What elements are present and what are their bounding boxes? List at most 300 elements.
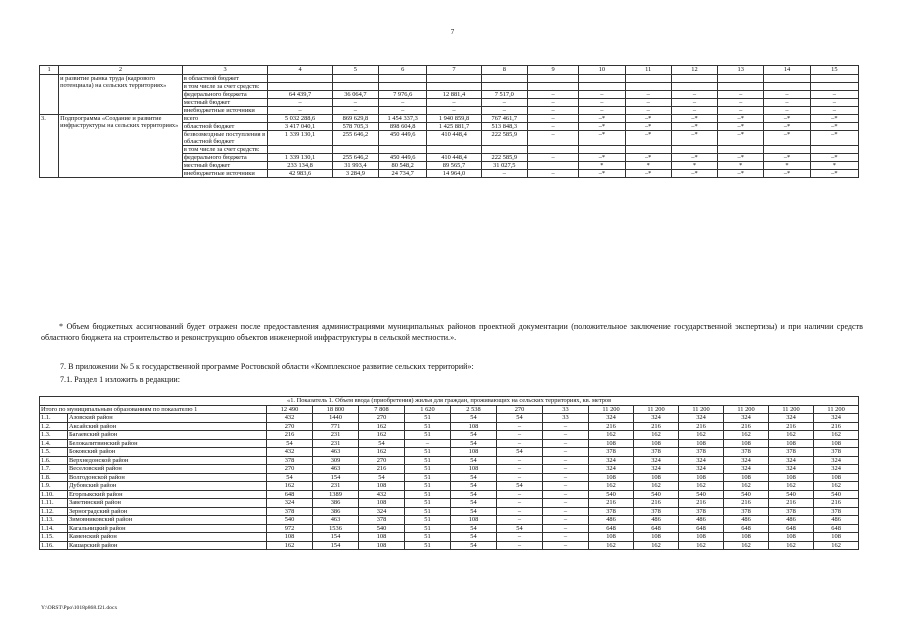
amount-cell bbox=[332, 146, 378, 154]
indicator-value: 154 bbox=[313, 473, 359, 482]
amount-cell: 7 517,0 bbox=[481, 91, 527, 99]
indicator-value: 216 bbox=[634, 499, 679, 508]
district-name: Азовский район bbox=[68, 414, 267, 423]
district-name: Заветинский район bbox=[68, 499, 267, 508]
district-name: Зимовниковский район bbox=[68, 516, 267, 525]
district-row bbox=[40, 507, 859, 516]
amount-cell: 767 461,7 bbox=[481, 115, 527, 123]
indicator-value: 463 bbox=[313, 465, 359, 474]
indicator-value: 108 bbox=[451, 516, 497, 525]
row-number: 1.13. bbox=[40, 516, 68, 525]
indicator-value: 378 bbox=[769, 507, 814, 516]
indicator-value: 108 bbox=[267, 533, 313, 542]
column-header: 7 bbox=[427, 66, 481, 75]
district-name: Дубовский район bbox=[68, 482, 267, 491]
amount-cell bbox=[810, 83, 858, 91]
row-number: 1.15. bbox=[40, 533, 68, 542]
amount-cell: – bbox=[718, 91, 764, 99]
district-row bbox=[40, 465, 859, 474]
column-header: 4 bbox=[268, 66, 332, 75]
indicator-value: 108 bbox=[451, 465, 497, 474]
row-number: 1.8. bbox=[40, 473, 68, 482]
amount-cell: –* bbox=[579, 131, 625, 146]
indicator-value: 54 bbox=[267, 473, 313, 482]
amount-cell: – bbox=[481, 170, 527, 178]
total-value: 11 200 bbox=[679, 406, 724, 414]
indicator-value: 540 bbox=[634, 490, 679, 499]
amount-cell: 513 848,3 bbox=[481, 123, 527, 131]
indicator-value: 162 bbox=[769, 541, 814, 550]
indicator-value: – bbox=[543, 524, 589, 533]
indicator-value: 108 bbox=[359, 499, 405, 508]
district-name: Веселовский район bbox=[68, 465, 267, 474]
amount-cell: 31 993,4 bbox=[332, 162, 378, 170]
indicator-value: 108 bbox=[679, 439, 724, 448]
indicator-value: 54 bbox=[451, 431, 497, 440]
amount-cell: –* bbox=[671, 170, 717, 178]
amount-cell bbox=[332, 83, 378, 91]
amount-cell: 222 585,9 bbox=[481, 131, 527, 146]
total-row bbox=[40, 406, 859, 414]
amount-cell: 5 032 288,6 bbox=[268, 115, 332, 123]
indicator-value: 108 bbox=[724, 439, 769, 448]
amount-cell bbox=[625, 75, 671, 83]
indicator-value: 162 bbox=[589, 482, 634, 491]
indicator-value: 540 bbox=[267, 516, 313, 525]
indicator-value: 54 bbox=[359, 473, 405, 482]
amount-cell bbox=[718, 83, 764, 91]
amount-cell bbox=[527, 146, 578, 154]
indicator-value: 108 bbox=[814, 473, 859, 482]
indicator-value: 51 bbox=[405, 482, 451, 491]
amount-cell bbox=[332, 75, 378, 83]
amount-cell: –* bbox=[810, 115, 858, 123]
amount-cell: 898 604,8 bbox=[379, 123, 427, 131]
indicator-value: 324 bbox=[359, 507, 405, 516]
row-number: 1.3. bbox=[40, 431, 68, 440]
indicator-value: 324 bbox=[634, 414, 679, 423]
indicator-value: 486 bbox=[724, 516, 769, 525]
indicator-value: 54 bbox=[451, 439, 497, 448]
indicator-value: 51 bbox=[405, 541, 451, 550]
amount-cell: –* bbox=[718, 131, 764, 146]
indicator-value: – bbox=[497, 541, 543, 550]
indicator-value: 432 bbox=[267, 448, 313, 457]
total-value: 1 620 bbox=[405, 406, 451, 414]
amount-cell: – bbox=[671, 107, 717, 115]
indicator-value: 54 bbox=[451, 533, 497, 542]
housing-indicator-table bbox=[39, 396, 859, 550]
amount-cell: – bbox=[268, 99, 332, 107]
indicator-value: – bbox=[543, 516, 589, 525]
amount-cell bbox=[427, 146, 481, 154]
amount-cell: 255 646,2 bbox=[332, 131, 378, 146]
amount-cell: – bbox=[718, 99, 764, 107]
district-row bbox=[40, 516, 859, 525]
district-name: Зерноградский район bbox=[68, 507, 267, 516]
amount-cell: –* bbox=[671, 131, 717, 146]
district-name: Егорлыкский район bbox=[68, 490, 267, 499]
indicator-value: – bbox=[543, 533, 589, 542]
total-value: 2 538 bbox=[451, 406, 497, 414]
indicator-value: 54 bbox=[451, 456, 497, 465]
amount-cell: – bbox=[527, 107, 578, 115]
indicator-value: 324 bbox=[769, 456, 814, 465]
indicator-value: – bbox=[543, 482, 589, 491]
indicator-value: – bbox=[543, 490, 589, 499]
indicator-value: 108 bbox=[679, 533, 724, 542]
district-row bbox=[40, 456, 859, 465]
amount-cell bbox=[427, 83, 481, 91]
total-value: 11 200 bbox=[589, 406, 634, 414]
amount-cell: – bbox=[764, 107, 810, 115]
indicator-value: 324 bbox=[679, 456, 724, 465]
amount-cell: * bbox=[718, 162, 764, 170]
indicator-value: 386 bbox=[313, 499, 359, 508]
amount-cell: 255 646,2 bbox=[332, 154, 378, 162]
amount-cell: – bbox=[527, 99, 578, 107]
amount-cell bbox=[527, 162, 578, 170]
indicator-value: 216 bbox=[634, 422, 679, 431]
amount-cell: 12 881,4 bbox=[427, 91, 481, 99]
indicator-value: 51 bbox=[405, 473, 451, 482]
district-row bbox=[40, 431, 859, 440]
indicator-value: 378 bbox=[267, 456, 313, 465]
indicator-value: 51 bbox=[405, 414, 451, 423]
district-row bbox=[40, 422, 859, 431]
indicator-value: 270 bbox=[267, 465, 313, 474]
amount-cell: – bbox=[527, 131, 578, 146]
indicator-value: 108 bbox=[451, 422, 497, 431]
table-caption: «1. Показатель 1. Объем ввода (приобретения) жилья для граждан, проживающих на сельских территориях, кв. метров bbox=[40, 397, 859, 406]
district-row bbox=[40, 439, 859, 448]
amount-cell: 3 284,9 bbox=[332, 170, 378, 178]
indicator-value: 162 bbox=[634, 482, 679, 491]
indicator-value: 216 bbox=[814, 499, 859, 508]
indicator-value: 1536 bbox=[313, 524, 359, 533]
indicator-value: – bbox=[543, 422, 589, 431]
amount-cell: 450 449,6 bbox=[379, 154, 427, 162]
row-number: 1.5. bbox=[40, 448, 68, 457]
indicator-value: 108 bbox=[724, 473, 769, 482]
funding-source: в том числе за счет средств: bbox=[182, 146, 268, 154]
indicator-value: 54 bbox=[451, 482, 497, 491]
amount-cell: 578 705,3 bbox=[332, 123, 378, 131]
indicator-value: 108 bbox=[451, 448, 497, 457]
column-header: 3 bbox=[182, 66, 268, 75]
indicator-value: – bbox=[543, 465, 589, 474]
indicator-value: 324 bbox=[814, 465, 859, 474]
district-row bbox=[40, 499, 859, 508]
indicator-value: 108 bbox=[634, 439, 679, 448]
row-number: 1.11. bbox=[40, 499, 68, 508]
indicator-value: 378 bbox=[359, 516, 405, 525]
amount-cell bbox=[481, 75, 527, 83]
indicator-value: 540 bbox=[769, 490, 814, 499]
amount-cell: 64 439,7 bbox=[268, 91, 332, 99]
column-header: 12 bbox=[671, 66, 717, 75]
funding-source: внебюджетные источники bbox=[182, 107, 268, 115]
indicator-value: 540 bbox=[814, 490, 859, 499]
indicator-value: 1440 bbox=[313, 414, 359, 423]
row-number bbox=[40, 75, 59, 115]
amount-cell: – bbox=[625, 99, 671, 107]
amount-cell bbox=[481, 146, 527, 154]
amount-cell: – bbox=[527, 123, 578, 131]
program-name: Подпрограмма «Создание и развитие инфраструктуры на сельских территориях» bbox=[59, 115, 183, 178]
indicator-value: 378 bbox=[814, 448, 859, 457]
district-name: Каменский район bbox=[68, 533, 267, 542]
amount-cell: 36 064,7 bbox=[332, 91, 378, 99]
indicator-value: 324 bbox=[769, 414, 814, 423]
amount-cell: 3 417 040,1 bbox=[268, 123, 332, 131]
amount-cell: –* bbox=[718, 115, 764, 123]
indicator-value: 51 bbox=[405, 431, 451, 440]
indicator-value: 51 bbox=[405, 524, 451, 533]
amount-cell: 233 134,8 bbox=[268, 162, 332, 170]
amount-cell: –* bbox=[718, 154, 764, 162]
indicator-value: – bbox=[543, 473, 589, 482]
indicator-value: 51 bbox=[405, 507, 451, 516]
indicator-value: 108 bbox=[769, 533, 814, 542]
indicator-value: 231 bbox=[313, 439, 359, 448]
amount-cell: 80 548,2 bbox=[379, 162, 427, 170]
column-header: 10 bbox=[579, 66, 625, 75]
row-number: 1.2. bbox=[40, 422, 68, 431]
amount-cell: 24 734,7 bbox=[379, 170, 427, 178]
amount-cell: –* bbox=[764, 123, 810, 131]
indicator-value: 771 bbox=[313, 422, 359, 431]
indicator-value: 162 bbox=[589, 431, 634, 440]
indicator-value: 162 bbox=[724, 482, 769, 491]
indicator-value: 51 bbox=[405, 499, 451, 508]
indicator-value: 162 bbox=[359, 431, 405, 440]
indicator-value: 309 bbox=[313, 456, 359, 465]
indicator-value: 54 bbox=[451, 490, 497, 499]
indicator-value: 378 bbox=[589, 507, 634, 516]
indicator-value: 51 bbox=[405, 516, 451, 525]
amount-cell bbox=[379, 146, 427, 154]
amount-cell: 7 976,6 bbox=[379, 91, 427, 99]
indicator-value: 162 bbox=[814, 541, 859, 550]
amount-cell: * bbox=[764, 162, 810, 170]
district-row bbox=[40, 482, 859, 491]
indicator-value: 108 bbox=[589, 439, 634, 448]
amount-cell: –* bbox=[671, 123, 717, 131]
amount-cell: * bbox=[579, 162, 625, 170]
budget-table bbox=[39, 65, 859, 178]
indicator-value: 378 bbox=[589, 448, 634, 457]
indicator-value: 432 bbox=[359, 490, 405, 499]
amount-cell: –* bbox=[764, 131, 810, 146]
indicator-value: 1389 bbox=[313, 490, 359, 499]
indicator-value: 54 bbox=[497, 448, 543, 457]
amount-cell: 1 339 130,1 bbox=[268, 131, 332, 146]
indicator-value: – bbox=[543, 431, 589, 440]
column-header: 6 bbox=[379, 66, 427, 75]
funding-source: местный бюджет bbox=[182, 99, 268, 107]
indicator-value: 216 bbox=[769, 422, 814, 431]
column-header: 8 bbox=[481, 66, 527, 75]
district-row bbox=[40, 541, 859, 550]
district-row bbox=[40, 533, 859, 542]
indicator-value: 216 bbox=[679, 499, 724, 508]
indicator-value: 54 bbox=[451, 473, 497, 482]
indicator-value: 108 bbox=[589, 533, 634, 542]
amount-cell: – bbox=[379, 99, 427, 107]
amount-cell: – bbox=[481, 99, 527, 107]
indicator-value: 51 bbox=[405, 490, 451, 499]
indicator-value: 54 bbox=[497, 414, 543, 423]
indicator-value: 216 bbox=[589, 422, 634, 431]
indicator-value: 54 bbox=[451, 499, 497, 508]
district-name: Кашарский район bbox=[68, 541, 267, 550]
amount-cell: – bbox=[427, 99, 481, 107]
amendment-paragraph: 7. В приложении № 5 к государственной программе Ростовской области «Комплексное развитие сельских территорий»: bbox=[60, 362, 474, 371]
amount-cell: –* bbox=[625, 115, 671, 123]
amount-cell: – bbox=[810, 99, 858, 107]
indicator-value: 378 bbox=[679, 507, 724, 516]
district-row bbox=[40, 414, 859, 423]
amount-cell: –* bbox=[625, 131, 671, 146]
indicator-value: 108 bbox=[724, 533, 769, 542]
amount-cell: –* bbox=[764, 170, 810, 178]
indicator-value: 324 bbox=[634, 465, 679, 474]
amount-cell: * bbox=[625, 162, 671, 170]
indicator-value: 324 bbox=[724, 465, 769, 474]
indicator-value: 162 bbox=[267, 482, 313, 491]
indicator-value: 162 bbox=[814, 431, 859, 440]
indicator-value: 216 bbox=[679, 422, 724, 431]
total-value: 18 800 bbox=[313, 406, 359, 414]
amendment-subparagraph: 7.1. Раздел 1 изложить в редакции: bbox=[60, 375, 181, 384]
indicator-value: 378 bbox=[634, 448, 679, 457]
row-number: 1.12. bbox=[40, 507, 68, 516]
total-value: 11 200 bbox=[769, 406, 814, 414]
indicator-value: 108 bbox=[814, 533, 859, 542]
indicator-value: 231 bbox=[313, 431, 359, 440]
amount-cell: –* bbox=[764, 154, 810, 162]
indicator-value: 540 bbox=[724, 490, 769, 499]
indicator-value: 324 bbox=[589, 465, 634, 474]
total-value: 11 200 bbox=[724, 406, 769, 414]
indicator-value: 108 bbox=[359, 533, 405, 542]
total-label: Итого по муниципальным образованиям по показателю 1 bbox=[40, 406, 267, 414]
table-row bbox=[40, 75, 859, 83]
indicator-value: 54 bbox=[267, 439, 313, 448]
indicator-value: 648 bbox=[679, 524, 724, 533]
indicator-value: 108 bbox=[634, 473, 679, 482]
indicator-value: 463 bbox=[313, 516, 359, 525]
indicator-value: 378 bbox=[814, 507, 859, 516]
amount-cell: – bbox=[332, 107, 378, 115]
indicator-value: 378 bbox=[724, 507, 769, 516]
indicator-value: 386 bbox=[313, 507, 359, 516]
column-header: 11 bbox=[625, 66, 671, 75]
amount-cell: – bbox=[671, 91, 717, 99]
row-number: 1.7. bbox=[40, 465, 68, 474]
indicator-value: 486 bbox=[634, 516, 679, 525]
funding-source: в областной бюджет bbox=[182, 75, 268, 83]
indicator-value: 162 bbox=[814, 482, 859, 491]
indicator-value: 324 bbox=[724, 456, 769, 465]
indicator-value: 378 bbox=[769, 448, 814, 457]
indicator-value: 108 bbox=[359, 482, 405, 491]
amount-cell: * bbox=[671, 162, 717, 170]
indicator-value: – bbox=[543, 439, 589, 448]
amount-cell: 222 585,9 bbox=[481, 154, 527, 162]
indicator-value: 51 bbox=[405, 448, 451, 457]
amount-cell bbox=[379, 75, 427, 83]
indicator-value: – bbox=[497, 439, 543, 448]
amount-cell bbox=[379, 83, 427, 91]
indicator-value: 324 bbox=[769, 465, 814, 474]
indicator-value: – bbox=[497, 422, 543, 431]
indicator-value: 216 bbox=[724, 499, 769, 508]
amount-cell bbox=[268, 83, 332, 91]
column-header: 2 bbox=[59, 66, 183, 75]
indicator-value: 324 bbox=[814, 456, 859, 465]
indicator-value: – bbox=[543, 541, 589, 550]
indicator-value: 54 bbox=[451, 507, 497, 516]
indicator-value: 162 bbox=[679, 431, 724, 440]
amount-cell: –* bbox=[671, 115, 717, 123]
amount-cell: – bbox=[625, 91, 671, 99]
indicator-value: 648 bbox=[267, 490, 313, 499]
district-name: Волгодонской район bbox=[68, 473, 267, 482]
total-value: 270 bbox=[497, 406, 543, 414]
amount-cell bbox=[718, 75, 764, 83]
indicator-value: 216 bbox=[359, 465, 405, 474]
amount-cell bbox=[481, 83, 527, 91]
indicator-value: 648 bbox=[769, 524, 814, 533]
indicator-value: 486 bbox=[769, 516, 814, 525]
amount-cell: * bbox=[810, 162, 858, 170]
amount-cell bbox=[671, 146, 717, 154]
district-name: Багаевский район bbox=[68, 431, 267, 440]
amount-cell bbox=[671, 83, 717, 91]
indicator-value: – bbox=[543, 448, 589, 457]
indicator-value: – bbox=[543, 499, 589, 508]
amount-cell bbox=[579, 146, 625, 154]
amount-cell: –* bbox=[579, 115, 625, 123]
indicator-value: – bbox=[497, 456, 543, 465]
budget-footnote: * Объем бюджетных ассигнований будет отражен после предоставления администрациями муниципальных районов проектной документации (положительное заключение государственной экспертизы) и при наличии средств областного бюджета на строительство и реконструкцию объектов инженерной инфраструктуры в сельской местности.». bbox=[41, 322, 863, 342]
indicator-value: 648 bbox=[814, 524, 859, 533]
indicator-value: 162 bbox=[724, 541, 769, 550]
indicator-value: 108 bbox=[679, 473, 724, 482]
indicator-value: – bbox=[497, 490, 543, 499]
amount-cell bbox=[764, 75, 810, 83]
funding-source: областной бюджет bbox=[182, 123, 268, 131]
amount-cell: – bbox=[810, 107, 858, 115]
row-number: 1.9. bbox=[40, 482, 68, 491]
amount-cell: –* bbox=[579, 154, 625, 162]
funding-source: всего bbox=[182, 115, 268, 123]
page-number: 7 bbox=[450, 28, 455, 36]
indicator-value: 270 bbox=[267, 422, 313, 431]
funding-source: федерального бюджета bbox=[182, 154, 268, 162]
funding-source: федерального бюджета bbox=[182, 91, 268, 99]
total-value: 11 200 bbox=[814, 406, 859, 414]
indicator-value: – bbox=[497, 516, 543, 525]
indicator-value: 216 bbox=[267, 431, 313, 440]
amount-cell bbox=[579, 83, 625, 91]
indicator-value: – bbox=[497, 431, 543, 440]
amount-cell: –* bbox=[764, 115, 810, 123]
amount-cell: 450 449,6 bbox=[379, 131, 427, 146]
indicator-value: – bbox=[405, 439, 451, 448]
